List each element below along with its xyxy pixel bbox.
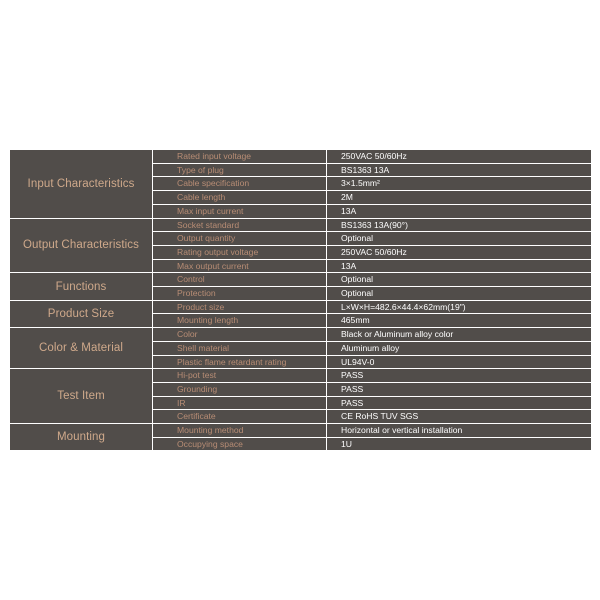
param-cell: Output quantity (153, 232, 327, 246)
spec-table (9, 149, 592, 451)
value-cell: L×W×H=482.6×44.4×62mm(19") (327, 300, 592, 314)
value-cell: UL94V-0 (327, 355, 592, 369)
table-row (10, 218, 592, 232)
param-cell: Protection (153, 287, 327, 301)
spec-table-body (10, 150, 592, 451)
group-label: Test Item (10, 369, 153, 424)
value-cell: 465mm (327, 314, 592, 328)
param-cell: Grounding (153, 382, 327, 396)
param-cell: Product size (153, 300, 327, 314)
value-cell: 13A (327, 259, 592, 273)
value-cell: PASS (327, 369, 592, 383)
param-cell: Rating output voltage (153, 245, 327, 259)
param-cell: Shell material (153, 341, 327, 355)
param-cell: Max input current (153, 204, 327, 218)
param-cell: Socket standard (153, 218, 327, 232)
group-label: Mounting (10, 424, 153, 451)
group-label: Product Size (10, 300, 153, 327)
param-cell: Certificate (153, 410, 327, 424)
group-label: Color & Material (10, 328, 153, 369)
value-cell: 2M (327, 191, 592, 205)
value-cell: CE RoHS TUV SGS (327, 410, 592, 424)
param-cell: Cable length (153, 191, 327, 205)
value-cell: 13A (327, 204, 592, 218)
param-cell: Max output current (153, 259, 327, 273)
param-cell: Type of plug (153, 163, 327, 177)
param-cell: Mounting method (153, 424, 327, 438)
table-row (10, 300, 592, 314)
table-row (10, 273, 592, 287)
param-cell: Hi-pot test (153, 369, 327, 383)
value-cell: Optional (327, 232, 592, 246)
param-cell: Control (153, 273, 327, 287)
value-cell: PASS (327, 396, 592, 410)
group-label: Input Characteristics (10, 150, 153, 219)
value-cell: 250VAC 50/60Hz (327, 150, 592, 164)
table-row (10, 328, 592, 342)
value-cell: Optional (327, 273, 592, 287)
param-cell: Rated input voltage (153, 150, 327, 164)
group-label: Output Characteristics (10, 218, 153, 273)
param-cell: Color (153, 328, 327, 342)
value-cell: 1U (327, 437, 592, 451)
group-label: Functions (10, 273, 153, 300)
value-cell: Aluminum alloy (327, 341, 592, 355)
value-cell: BS1363 13A(90°) (327, 218, 592, 232)
value-cell: BS1363 13A (327, 163, 592, 177)
value-cell: Horizontal or vertical installation (327, 424, 592, 438)
value-cell: Optional (327, 287, 592, 301)
param-cell: Plastic flame retardant rating (153, 355, 327, 369)
value-cell: Black or Aluminum alloy color (327, 328, 592, 342)
value-cell: 250VAC 50/60Hz (327, 245, 592, 259)
param-cell: Occupying space (153, 437, 327, 451)
param-cell: Cable specification (153, 177, 327, 191)
param-cell: Mounting length (153, 314, 327, 328)
table-row (10, 369, 592, 383)
value-cell: 3×1.5mm² (327, 177, 592, 191)
value-cell: PASS (327, 382, 592, 396)
param-cell: IR (153, 396, 327, 410)
table-row (10, 150, 592, 164)
table-row (10, 424, 592, 438)
